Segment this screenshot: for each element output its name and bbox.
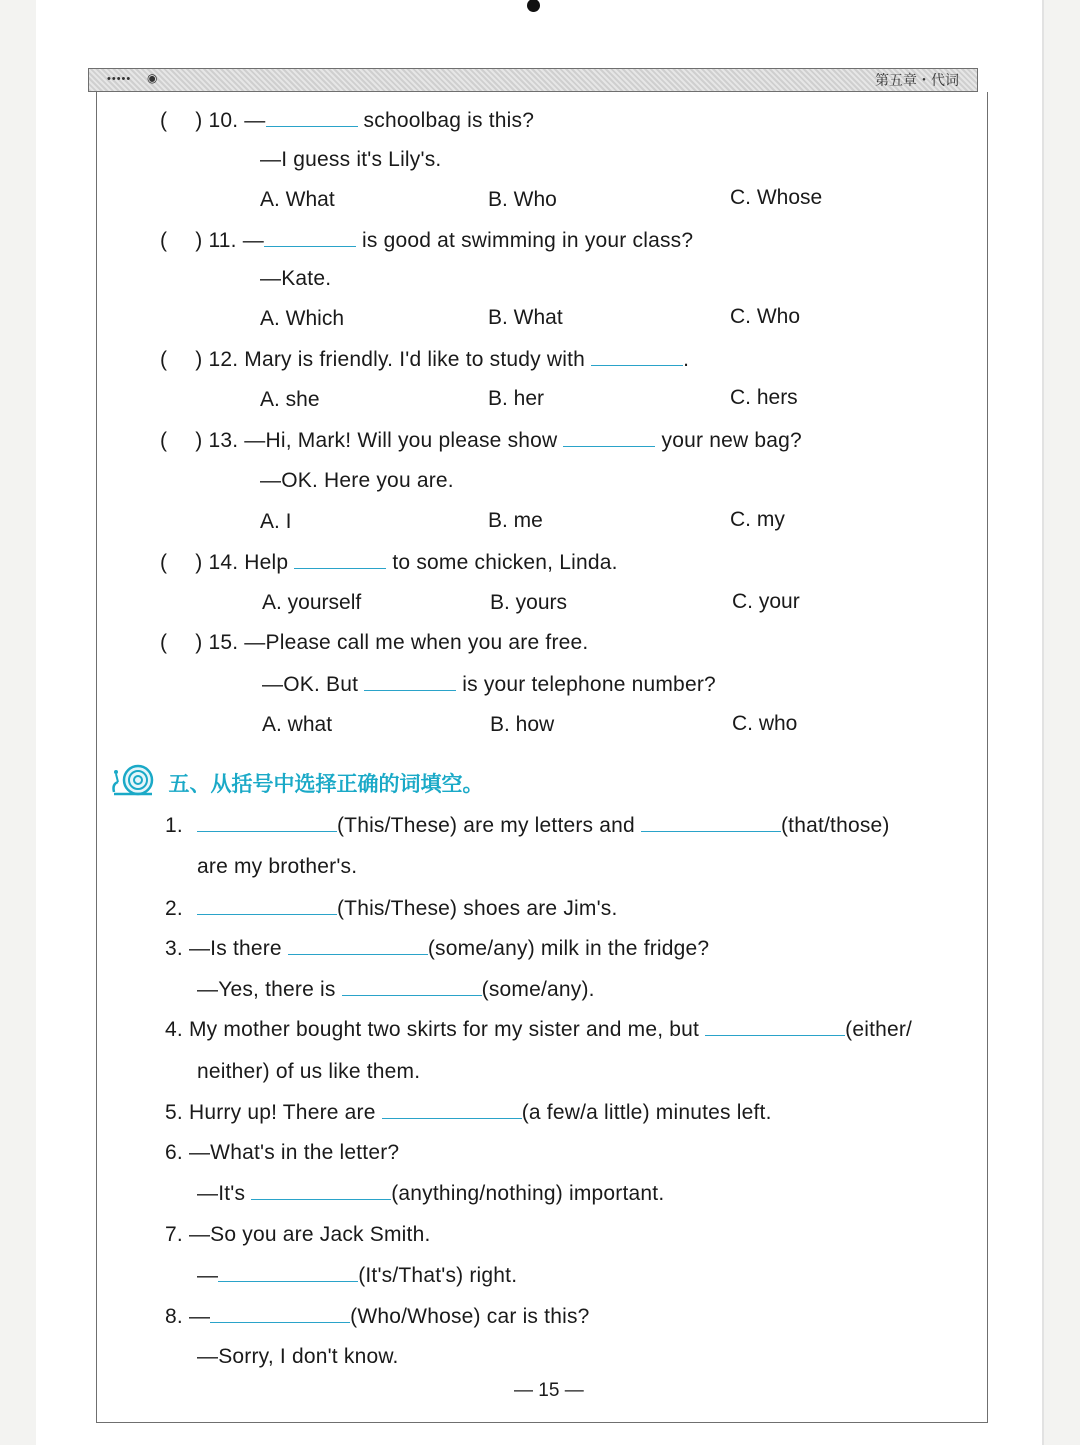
fill-item-5: 5. Hurry up! There are (a few/a little) minutes left. xyxy=(165,1101,772,1124)
answer-blank[interactable] xyxy=(266,108,358,127)
option-a[interactable]: A. I xyxy=(260,510,292,533)
chapter-title: 第五章・代词 xyxy=(875,73,959,89)
option-b[interactable]: B. me xyxy=(488,509,543,532)
snail-icon xyxy=(110,762,158,803)
fill-item-7-cont: — (It's/That's) right. xyxy=(197,1264,518,1287)
answer-blank[interactable] xyxy=(563,428,655,447)
option-b[interactable]: B. how xyxy=(490,713,555,736)
option-c[interactable]: C. your xyxy=(732,590,800,613)
question-10: ( ) 10. — schoolbag is this? xyxy=(160,109,535,132)
fill-item-6: 6. —What's in the letter? xyxy=(165,1141,400,1164)
option-c[interactable]: C. who xyxy=(732,712,798,735)
answer-blank[interactable] xyxy=(382,1100,522,1119)
fill-item-3-cont: —Yes, there is (some/any). xyxy=(197,978,595,1001)
option-a[interactable]: A. yourself xyxy=(262,591,362,614)
fill-item-4-cont: neither) of us like them. xyxy=(197,1060,421,1083)
fill-item-8-cont: —Sorry, I don't know. xyxy=(197,1345,399,1368)
option-c[interactable]: C. Whose xyxy=(730,186,823,209)
answer-blank[interactable] xyxy=(288,936,428,955)
section-title: 五、从括号中选择正确的词填空。 xyxy=(168,771,484,796)
wifi-icon: ◉ xyxy=(147,71,158,85)
question-14: ( ) 14. Help to some chicken, Linda. xyxy=(160,551,618,574)
fill-item-4: 4. My mother bought two skirts for my sister and me, but (either/ xyxy=(165,1018,913,1041)
fill-item-1: 1. (This/These) are my letters and (that/those) xyxy=(165,814,890,837)
option-a[interactable]: A. Which xyxy=(260,307,345,330)
answer-blank[interactable] xyxy=(342,977,482,996)
fill-item-2: 2. (This/These) shoes are Jim's. xyxy=(165,897,618,920)
option-b[interactable]: B. yours xyxy=(490,591,568,614)
question-13-reply: —OK. Here you are. xyxy=(260,469,454,492)
option-b[interactable]: B. her xyxy=(488,387,545,410)
answer-blank[interactable] xyxy=(705,1017,845,1036)
option-a[interactable]: A. what xyxy=(262,713,333,736)
option-a[interactable]: A. she xyxy=(260,388,320,411)
header-dots: ••••• xyxy=(107,73,132,85)
question-15: ( ) 15. —Please call me when you are free. xyxy=(160,631,589,654)
option-c[interactable]: C. my xyxy=(730,508,785,531)
answer-blank[interactable] xyxy=(364,672,456,691)
question-12: ( ) 12. Mary is friendly. I'd like to study with . xyxy=(160,348,690,371)
fill-item-8: 8. — (Who/Whose) car is this? xyxy=(165,1305,590,1328)
question-13: ( ) 13. —Hi, Mark! Will you please show your new bag? xyxy=(160,429,802,452)
fill-item-6-cont: —It's (anything/nothing) important. xyxy=(197,1182,665,1205)
option-c[interactable]: C. Who xyxy=(730,305,801,328)
answer-blank[interactable] xyxy=(197,896,337,915)
page-header xyxy=(88,68,978,92)
answer-blank[interactable] xyxy=(294,550,386,569)
answer-blank[interactable] xyxy=(197,813,337,832)
answer-blank[interactable] xyxy=(641,813,781,832)
question-11: ( ) 11. — is good at swimming in your class? xyxy=(160,229,694,252)
option-b[interactable]: B. Who xyxy=(488,188,557,211)
option-a[interactable]: A. What xyxy=(260,188,335,211)
answer-blank[interactable] xyxy=(591,347,683,366)
section-heading xyxy=(110,762,483,802)
answer-blank[interactable] xyxy=(264,228,356,247)
fill-item-1-cont: are my brother's. xyxy=(197,855,358,878)
option-b[interactable]: B. What xyxy=(488,306,563,329)
option-c[interactable]: C. hers xyxy=(730,386,798,409)
fill-item-3: 3. —Is there (some/any) milk in the fridge? xyxy=(165,937,710,960)
page-number: — 15 — xyxy=(514,1380,584,1401)
fill-item-7: 7. —So you are Jack Smith. xyxy=(165,1223,431,1246)
question-11-reply: —Kate. xyxy=(260,267,332,290)
question-15-reply: —OK. But is your telephone number? xyxy=(262,673,716,696)
question-10-reply: —I guess it's Lily's. xyxy=(260,148,442,171)
answer-blank[interactable] xyxy=(218,1263,358,1282)
answer-blank[interactable] xyxy=(210,1304,350,1323)
answer-blank[interactable] xyxy=(251,1181,391,1200)
